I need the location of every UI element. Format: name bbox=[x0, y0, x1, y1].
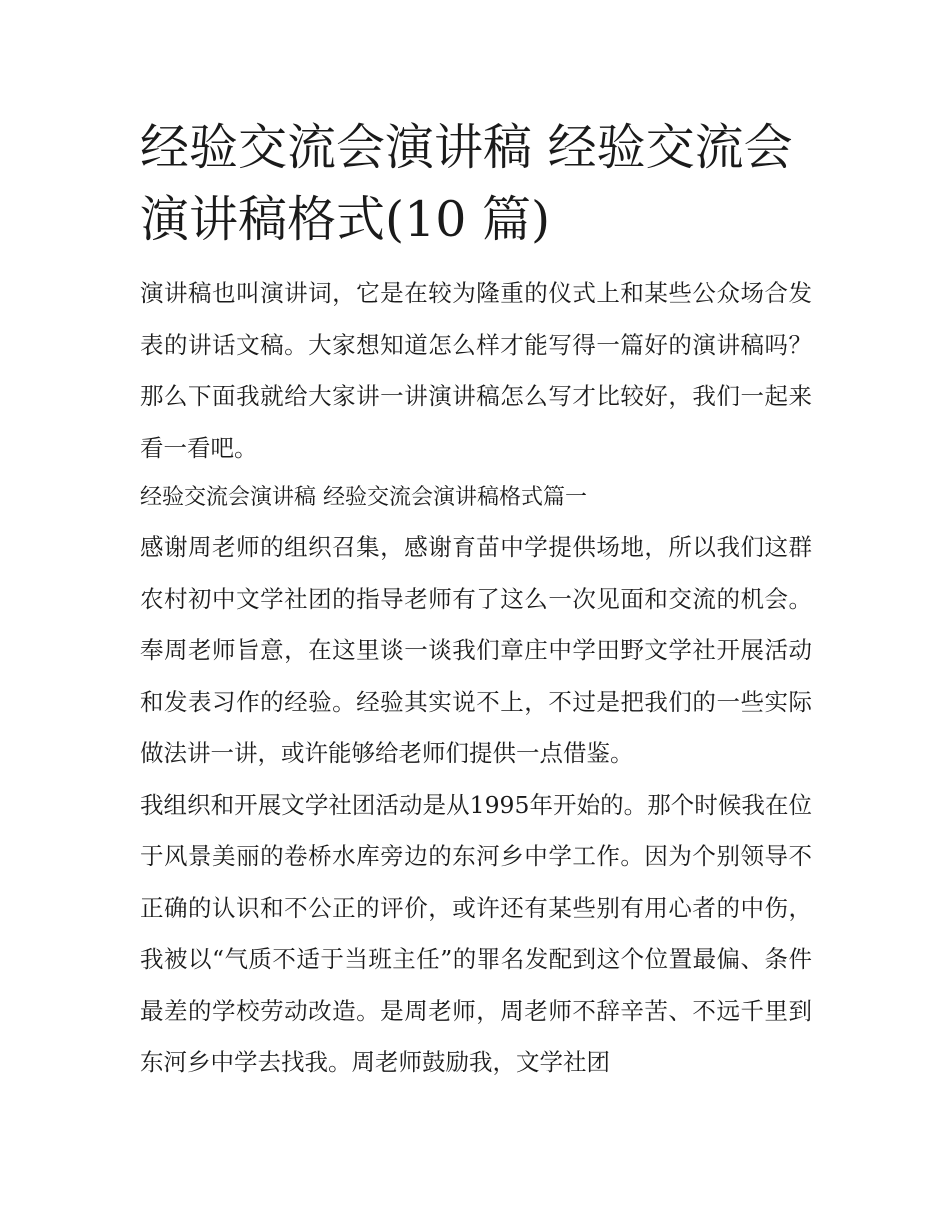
intro-paragraph: 演讲稿也叫演讲词，它是在较为隆重的仪式上和某些公众场合发表的讲话文稿。大家想知道怎么样才能写得一篇好的演讲稿吗？那么下面我就给大家讲一讲演讲稿怎么写才比较好，我们一起来看一看吧。 bbox=[140, 279, 812, 462]
document-body bbox=[140, 268, 812, 1089]
section-heading: 经验交流会演讲稿 经验交流会演讲稿格式篇一 bbox=[140, 485, 587, 510]
document-page bbox=[140, 112, 812, 1089]
document-title: 经验交流会演讲稿 经验交流会演讲稿格式(10 篇) bbox=[140, 119, 793, 248]
body-paragraph-1: 感谢周老师的组织召集，感谢育苗中学提供场地，所以我们这群农村初中文学社团的指导老师有了这么一次见面和交流的机会。奉周老师旨意，在这里谈一谈我们章庄中学田野文学社开展活动和发表习作的经验。经验其实说不上，不过是把我们的一些实际做法讲一讲，或许能够给老师们提供一点借鉴。 bbox=[140, 533, 812, 767]
body-paragraph-2: 我组织和开展文学社团活动是从1995年开始的。那个时候我在位于风景美丽的卷桥水库旁边的东河乡中学工作。因为个别领导不正确的认识和不公正的评价，或许还有某些别有用心者的中伤，我被以“气质不适于当班主任”的罪名发配到这个位置最偏、条件最差的学校劳动改造。是周老师，周老师不辞辛苦、不远千里到东河乡中学去找我。周老师鼓励我，文学社团 bbox=[140, 790, 812, 1076]
